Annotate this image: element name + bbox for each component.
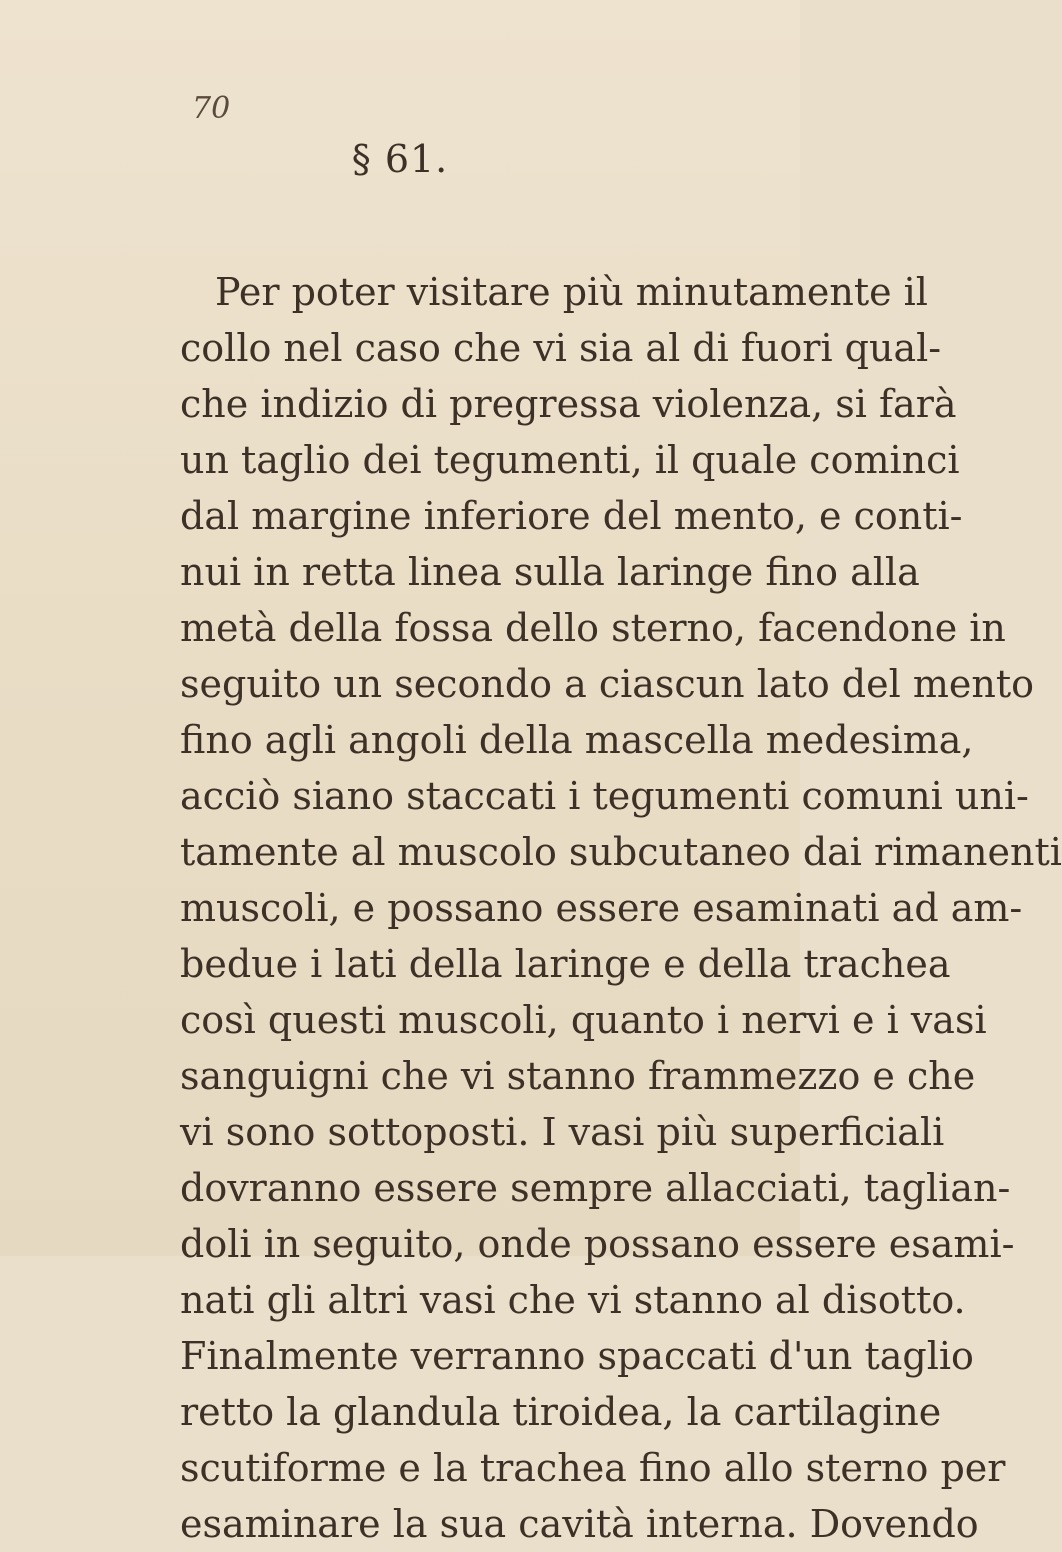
text-line: doli in seguito, onde possano essere esami- xyxy=(180,1222,1015,1266)
text-line: metà della fossa dello sterno, facendone in xyxy=(180,606,1006,650)
text-line: vi sono sottoposti. I vasi più superficiali xyxy=(180,1110,945,1154)
text-line: bedue i lati della laringe e della trachea xyxy=(180,942,951,986)
text-line: Per poter visitare più minutamente il xyxy=(215,270,928,314)
text-line: retto la glandula tiroidea, la cartilagine xyxy=(180,1390,942,1434)
text-line: tamente al muscolo subcutaneo dai rimanenti xyxy=(180,830,1062,874)
text-line: così questi muscoli, quanto i nervi e i vasi xyxy=(180,998,987,1042)
text-line: dal margine inferiore del mento, e conti- xyxy=(180,494,963,538)
text-line: dovranno essere sempre allacciati, taglian- xyxy=(180,1166,1011,1210)
page-number: 70 xyxy=(192,91,231,126)
text-line: che indizio di pregressa violenza, si farà xyxy=(180,382,957,426)
text-line: scutiforme e la trachea fino allo sterno per xyxy=(180,1446,1006,1490)
text-line: collo nel caso che vi sia al di fuori qual- xyxy=(180,326,942,370)
text-line: acciò siano staccati i tegumenti comuni uni- xyxy=(180,774,1029,818)
text-line: un taglio dei tegumenti, il quale cominci xyxy=(180,438,960,482)
text-line: esaminare la sua cavità interna. Dovendo xyxy=(180,1502,979,1546)
text-line: sanguigni che vi stanno frammezzo e che xyxy=(180,1054,976,1098)
text-line: Finalmente verranno spaccati d'un taglio xyxy=(180,1334,974,1378)
section-heading: § 61. xyxy=(351,137,449,181)
text-line: muscoli, e possano essere esaminati ad am- xyxy=(180,886,1023,930)
text-line: seguito un secondo a ciascun lato del mento xyxy=(180,662,1034,706)
text-line: fino agli angoli della mascella medesima, xyxy=(180,718,974,762)
text-line: nati gli altri vasi che vi stanno al disotto. xyxy=(180,1278,966,1322)
text-line: nui in retta linea sulla laringe fino alla xyxy=(180,550,920,594)
